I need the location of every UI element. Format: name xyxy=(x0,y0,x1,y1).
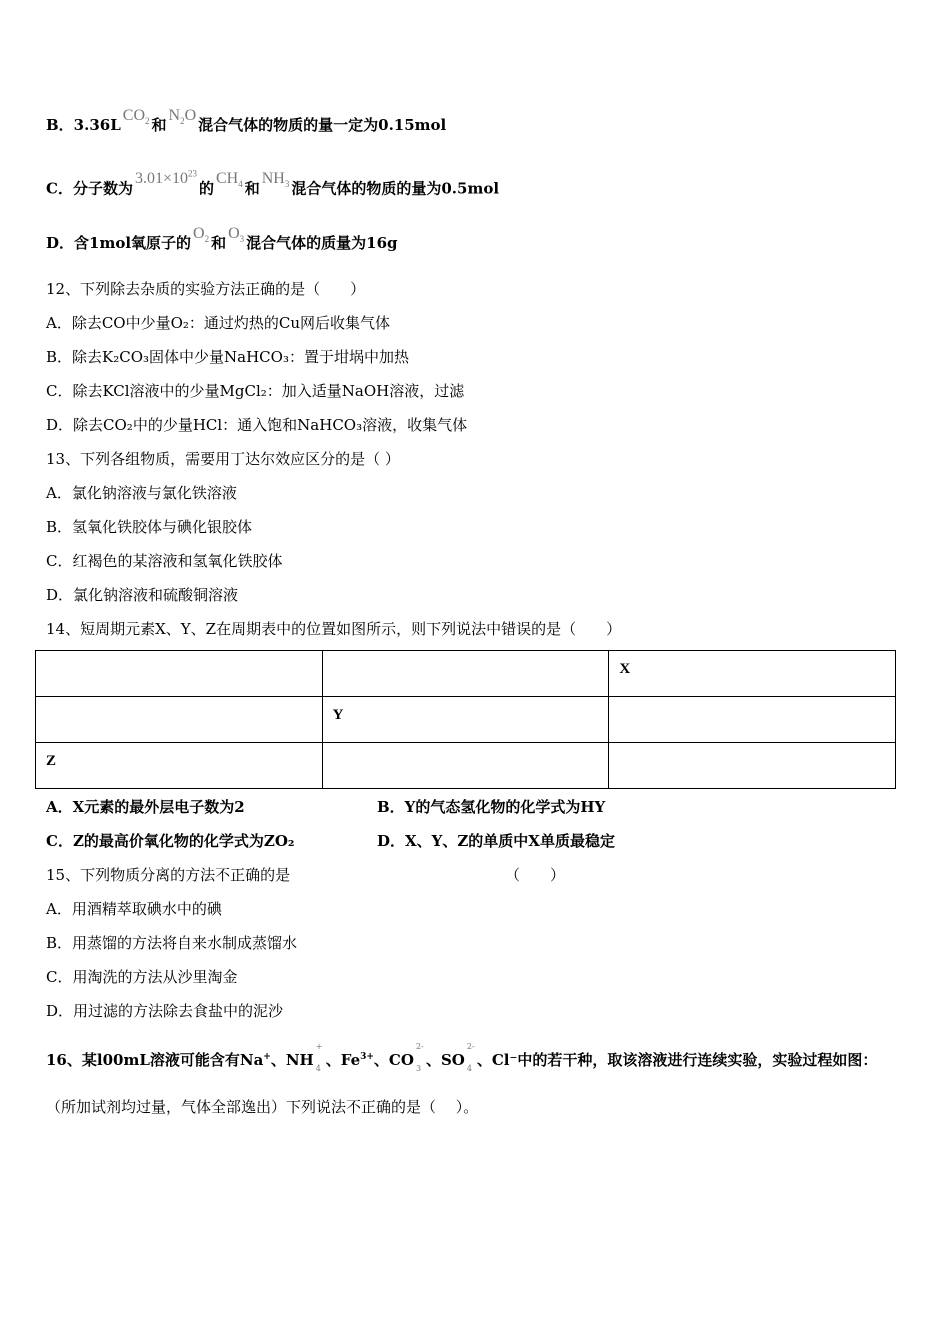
q14-option-d: D．X、Y、Z的单质中X单质最稳定 xyxy=(377,832,615,850)
q14-option-a: A．X元素的最外层电子数为2 xyxy=(46,798,245,816)
q13-option-b: B．氢氧化铁胶体与碘化银胶体 xyxy=(46,518,253,536)
formula-o2: $O_2$ xyxy=(193,225,210,245)
table-row xyxy=(36,743,896,789)
q12-option-a: A．除去CO中少量O₂：通过灼热的Cu网后收集气体 xyxy=(46,314,391,332)
q11-option-b: B．$3.36LCO_2$ 和$N_2O$混合气体的物质的量一定为0.15mol xyxy=(46,107,447,134)
q13-option-d: D．氯化钠溶液和硫酸铜溶液 xyxy=(46,586,239,604)
so4-ion-charge: 2- 4 xyxy=(466,1042,475,1073)
q13-option-a: A．氯化钠溶液与氯化铁溶液 xyxy=(46,484,237,502)
q15-option-d: D．用过滤的方法除去食盐中的泥沙 xyxy=(46,1002,284,1020)
q14-option-c: C．Z的最高价氧化物的化学式为ZO₂ xyxy=(46,832,295,850)
q11-option-c: C．分子数为$3.01\times 10^{23}$的$CH_4$ 和$NH_3$ 混合气体的物质的量为0.5mol xyxy=(46,169,500,198)
formula-o3: $O_3$ xyxy=(228,225,245,245)
q12-stem: 12、下列除去杂质的实验方法正确的是（ ） xyxy=(46,280,366,298)
nh4-ion-charge: + 4 xyxy=(315,1042,323,1073)
q15-option-b: B．用蒸馏的方法将自来水制成蒸馏水 xyxy=(46,934,298,952)
periodic-table-grid xyxy=(35,650,896,789)
q16-stem-line2: （所加试剂均过量，气体全部逸出）下列说法不正确的是（ ）。 xyxy=(46,1098,479,1116)
table-row xyxy=(36,651,896,697)
formula-ch4: $CH_4$ xyxy=(216,170,243,190)
table-cell xyxy=(322,651,609,697)
q12-option-d: D．除去CO₂中的少量HCl：通入饱和NaHCO₃溶液，收集气体 xyxy=(46,416,468,434)
q12-option-c: C．除去KCl溶液中的少量MgCl₂：加入适量NaOH溶液，过滤 xyxy=(46,382,465,400)
q15-option-a: A．用酒精萃取碘水中的碘 xyxy=(46,900,222,918)
q15-answer-paren: （ ） xyxy=(505,866,566,884)
table-cell: X xyxy=(609,651,896,697)
formula-nh3: $NH_3$ xyxy=(261,170,290,190)
q15-stem: 15、下列物质分离的方法不正确的是 xyxy=(46,866,291,884)
table-row xyxy=(36,697,896,743)
q12-option-b: B．除去K₂CO₃固体中少量NaHCO₃：置于坩埚中加热 xyxy=(46,348,409,366)
table-cell xyxy=(322,743,609,789)
formula-avogadro: $3.01\times 10^{23}$ xyxy=(134,169,197,188)
q11-option-d: D．含1mol氧原子的$O_2$ 和$O_3$ 混合气体的质量为16g xyxy=(46,225,398,252)
formula-n2o: $N_2O$ xyxy=(168,107,197,127)
table-cell xyxy=(36,651,323,697)
table-cell: Y xyxy=(322,697,609,743)
table-cell xyxy=(36,697,323,743)
q15-option-c: C．用淘洗的方法从沙里淘金 xyxy=(46,968,238,986)
table-cell xyxy=(609,697,896,743)
formula-co2: $CO_2$ xyxy=(122,107,150,127)
q14-option-b: B．Y的气态氢化物的化学式为HY xyxy=(377,798,606,816)
q13-option-c: C．红褐色的某溶液和氢氧化铁胶体 xyxy=(46,552,283,570)
q14-stem: 14、短周期元素X、Y、Z在周期表中的位置如图所示，则下列说法中错误的是（ ） xyxy=(46,620,622,638)
co3-ion-charge: 2- 3 xyxy=(415,1042,424,1073)
table-cell: Z xyxy=(36,743,323,789)
q13-stem: 13、下列各组物质，需要用丁达尔效应区分的是（ ） xyxy=(46,450,400,468)
table-cell xyxy=(609,743,896,789)
q16-stem: 16、某l00mL溶液可能含有Na+、NH + 4 、$Fe^{3+}$、CO 2- 3 、SO 2- 4 、Cl⁻中的若干种，取该溶液进行连续实验，实验过程如图： xyxy=(46,1042,878,1073)
